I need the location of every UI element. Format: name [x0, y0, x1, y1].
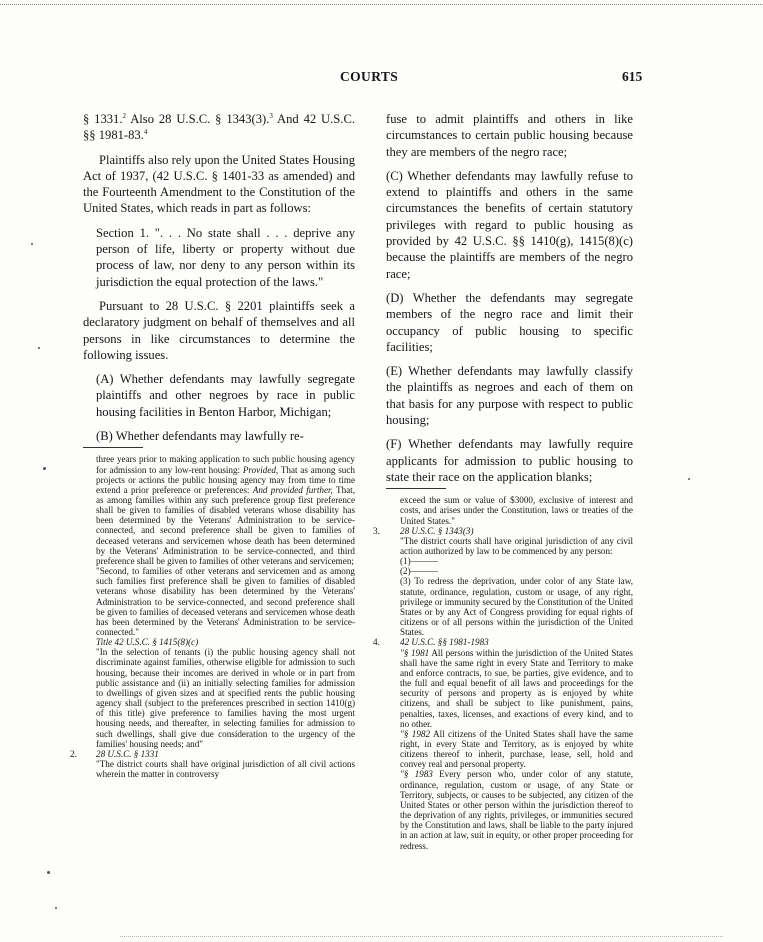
- scan-speck: [55, 907, 57, 909]
- running-head: COURTS: [340, 69, 399, 84]
- fn-text: That as among such projects or actions the public housing agency may from time to time extend a prior preference or preferences:: [96, 464, 355, 495]
- section-label: "§ 1981: [400, 647, 430, 658]
- footnote-ref-4: 4: [143, 128, 148, 137]
- footnote-2-text: "The district courts shall have original jurisdiction of all civil actions wherein the matter in controversy: [96, 759, 355, 780]
- section-text: Every person who, under color of any statute, ordinance, regulation, custom or usage, of any State or Territory, subjects, or causes to be subjected, any citizen of the United States or other person within the jurisdiction thereof to the deprivation of any rights, privileges, or immunities secured by the Constitution and laws, shall be liable to the party injured in an action at law, suit in equity, or other proper proceeding for redress.: [400, 769, 633, 851]
- footnote-second-preference: "Second, to families of other veterans and servicemen and as among such families first preference shall be given to families of disabled veterans whose disability has been determined by the Veterans' Administration to be service-connected, and second preference shall be given to families of deceased veterans and servicemen whose death has been determined by the Veterans' Administration to be service-connected.": [96, 566, 355, 637]
- fn-italic: And provided further,: [252, 484, 333, 495]
- footnote-number: 4.: [373, 637, 380, 648]
- footnote-heading: 28 U.S.C. § 1331: [96, 748, 159, 759]
- section-1981: [386, 648, 633, 729]
- footnote-rule: [83, 447, 143, 448]
- declaratory-paragraph: Pursuant to 28 U.S.C. § 2201 plaintiffs seek a declaratory judgment on behalf of themselves and all persons in like circumstances to determine the following issues.: [83, 298, 355, 362]
- footnote-3: [373, 525, 633, 536]
- footnote-ref-3: 3: [269, 111, 273, 120]
- footnote-number: 2.: [70, 748, 77, 759]
- footnote-3-item-2: (2)———: [400, 566, 439, 577]
- scan-speck: [31, 243, 33, 245]
- issue-e: (E) Whether defendants may lawfully classify the plaintiffs as negroes and each of them on that basis for any purpose with respect to public housing;: [386, 364, 633, 428]
- citation-text: And 42 U.S.C. §§ 1981-83.: [83, 112, 355, 143]
- left-body: [83, 111, 355, 444]
- issue-d: (D) Whether the defendants may segregate members of the negro race and limit their occupancy of public housing to specific facilities;: [386, 290, 633, 354]
- right-footnotes: [373, 495, 633, 851]
- citation-paragraph: [83, 111, 355, 144]
- footnote-title42-text: "In the selection of tenants (i) the public housing agency shall not discriminate against families, otherwise eligible for admission to such housing, because their incomes are derived in whole or in part from public assistance and (ii) an initially selecting families for admission to dwellings of given sizes and at specified rents the public housing agency shall (subject to the preferences prescribed in section 1410(g) of this title) give preference to families having the most urgent housing needs, and thereafter, in selecting families for admission to such dwellings, shall give due consideration to the urgency of the families' housing needs; and": [96, 647, 355, 749]
- fn-text: three years prior to making application to such public housing agency for admission to any low-rent housing:: [96, 454, 355, 475]
- issue-c: (C) Whether defendants may lawfully refuse to extend to plaintiffs and others in the same circumstances the benefits of certain statutory privileges with regard to public housing as provided by 42 U.S.C. §§ 1410(g), 1415(8)(c) because the plaintiffs are members of the negro race;: [386, 168, 633, 281]
- section-text: All persons within the jurisdiction of the United States shall have the same right in every State and Territory to make and enforce contracts, to sue, be parties, give evidence, and to the full and equal benefit of all laws and proceedings for the security of persons and property as is enjoyed by white citizens, and shall be subject to like punishment, pains, penalties, taxes, licenses, and exactions of every kind, and to no other.: [400, 647, 633, 729]
- footnote-rule: [386, 488, 446, 489]
- left-footnotes: [70, 454, 355, 780]
- footnote-ref-2: 2: [122, 111, 127, 120]
- page-number: 615: [622, 69, 643, 84]
- section-text: All citizens of the United States shall have the same right, in every State and Territory, as is enjoyed by white citizens thereof to inherit, purchase, lease, sell, hold and convey real and personal property.: [400, 728, 633, 770]
- footnote-3-item-3: (3) To redress the deprivation, under color of any State law, statute, ordinance, regulation, custom or usage, of any right, privilege or immunity secured by the Constitution of the United States or by any Act of Congress providing for equal rights of citizens or of all persons within the jurisdiction of the United States.: [400, 576, 633, 638]
- scan-speck: [38, 347, 40, 349]
- fn-text: That, as among families within any such preference group first preference shall be given to families of disabled veterans whose disability has been determined by the Veterans' Administration to be service-connected, and second preference shall be given to families of deceased veterans and servicemen whose death has been determined by the Veterans' Administration to be service-connected, and third preference shall be given to families of other veterans and servicemen;: [96, 484, 355, 566]
- housing-act-paragraph: Plaintiffs also rely upon the United States Housing Act of 1937, (42 U.S.C. § 1401-33 as amended) and the Fourteenth Amendment to the Constitution of the United States, which reads in part as follows:: [83, 152, 355, 216]
- footnote-3-text: "The district courts shall have original jurisdiction of any civil action authorized by law to be commenced by any person:: [400, 535, 633, 557]
- footnote-4: [373, 637, 633, 648]
- footnote-heading: 42 U.S.C. §§ 1981-1983: [400, 637, 489, 648]
- footnote-continuation: [83, 454, 355, 566]
- citation-text: § 1331.: [83, 112, 123, 126]
- scan-speck: [47, 871, 50, 874]
- right-column: [373, 111, 633, 851]
- footnote-title42-heading: Title 42 U.S.C. § 1415(8)(c): [96, 637, 199, 648]
- section-1983: [386, 769, 633, 850]
- footnote-heading: 28 U.S.C. § 1343(3): [400, 525, 474, 536]
- right-body: [386, 111, 633, 485]
- issue-b-start: (B) Whether defendants may lawfully re-: [96, 429, 304, 444]
- section-1982: [386, 729, 633, 770]
- fn-italic: Provided,: [242, 464, 279, 475]
- citation-text: Also 28 U.S.C. § 1343(3).: [126, 112, 270, 126]
- issue-f: (F) Whether defendants may lawfully require applicants for admission to public housing to state their race on the application blanks;: [386, 437, 633, 484]
- scan-speck: [43, 467, 46, 470]
- footnote-continuation: exceed the sum or value of $3000, exclusive of interest and costs, and arises under the Constitution, laws or treaties of the United States.": [400, 495, 633, 526]
- footnote-3-item-1: (1)———: [400, 556, 439, 567]
- footnote-number: 3.: [373, 525, 380, 536]
- amendment-quote: Section 1. ". . . No state shall . . . deprive any person of life, liberty or property without due process of law, nor deny to any person within its jurisdiction the equal protection of the laws.": [96, 225, 355, 289]
- bottom-edge-dots: [120, 936, 723, 937]
- section-label: "§ 1983: [400, 769, 433, 780]
- footnote-2: [70, 748, 355, 759]
- section-label: "§ 1982: [400, 728, 431, 739]
- scan-speck: [688, 478, 690, 480]
- left-column: [70, 111, 355, 780]
- top-edge-dots: [0, 4, 763, 5]
- issue-a: (A) Whether defendants may lawfully segregate plaintiffs and other negroes by race in public housing facilities in Benton Harbor, Michigan;: [96, 372, 355, 419]
- issue-b-end: fuse to admit plaintiffs and others in like circumstances to certain public housing because they are members of the negro race;: [386, 112, 633, 159]
